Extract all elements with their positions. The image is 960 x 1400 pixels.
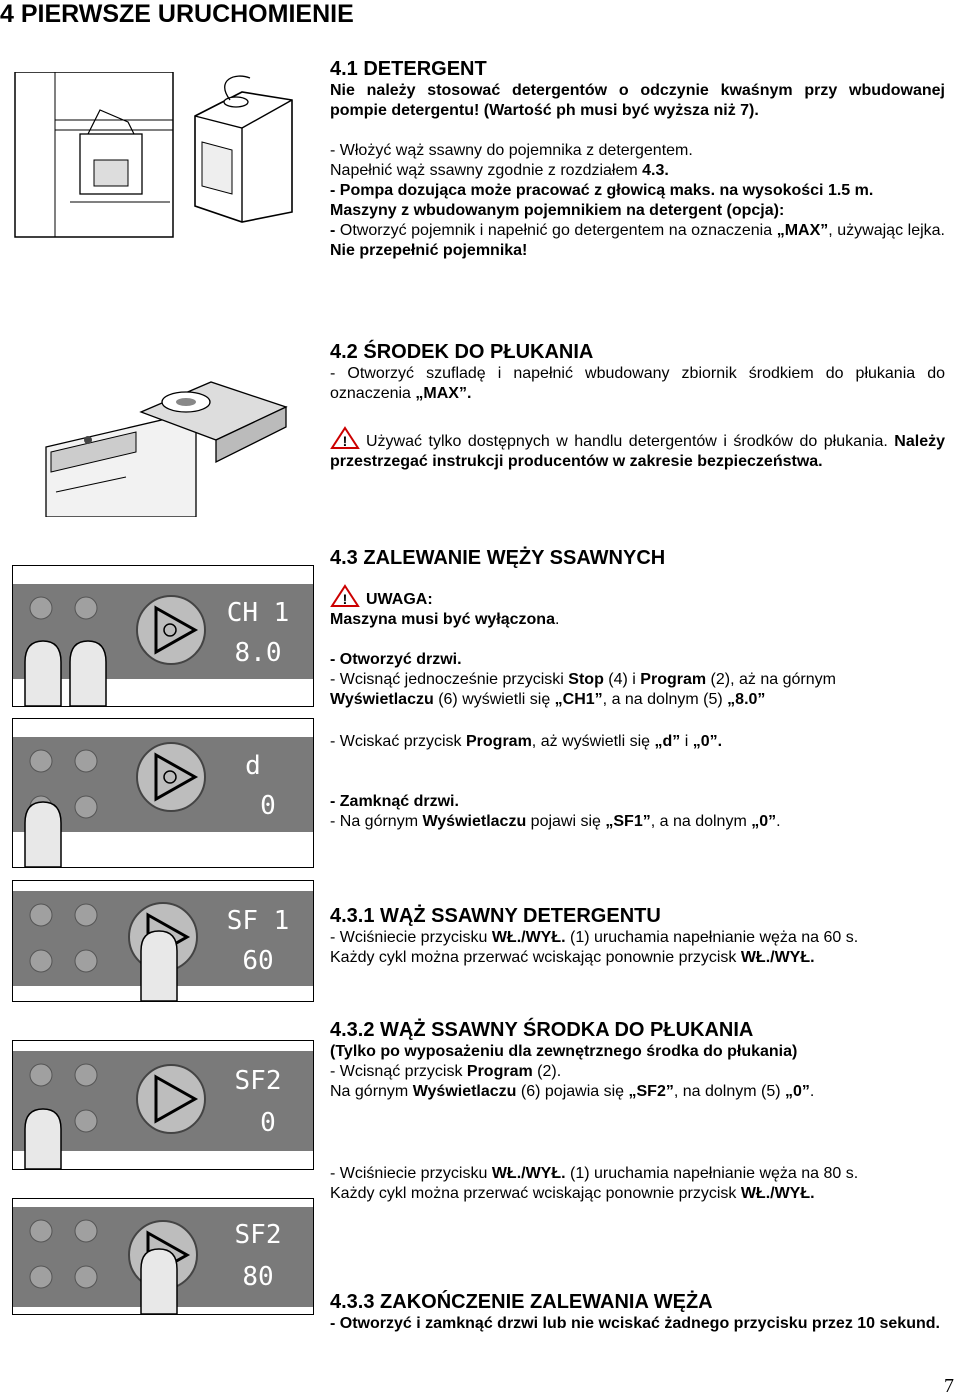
figure-rinse-aid-drawer: [36, 352, 296, 517]
panel-top-display: SF 1: [226, 906, 290, 936]
control-panel-figure-1: [12, 565, 314, 707]
page-title: 4 PIERWSZE URUCHOMIENIE: [0, 0, 354, 28]
panel-bottom-display: 60: [242, 946, 274, 976]
figure-detergent-container: [10, 72, 310, 244]
section-4-3: 4.3 ZALEWANIE WĘŻY SSAWNYCH ! UWAGA: Maszyna musi być wyłączona. - Otworzyć drzwi. - Wcisnąć jednocześnie przyciski Stop (4) i Program (2), aż na górnym Wyświetlaczu (6) wyświetli się „CH1”, a na dolnym (5) „8.0” - Wciskać przycisk Program, aż wyświetli się „d” i „0”. - Zamknąć drzwi. - Na górnym Wyświetlaczu pojawi się „SF1”, a na dolnym „0”.: [330, 546, 945, 832]
warning-icon: [330, 584, 360, 608]
panel-top-display: d: [245, 751, 261, 781]
control-panel-figure-2: [12, 718, 314, 868]
section-heading: 4.3.2 WĄŻ SSAWNY ŚRODKA DO PŁUKANIA: [330, 1019, 754, 1041]
section-4-2: 4.2 ŚRODEK DO PŁUKANIA - Otworzyć szufladę i napełnić wbudowany zbiornik środkiem do płukania do oznaczenia „MAX”. ! Używać tylko dostępnych w handlu detergentów i środków do płukania. Należy przestrzegać instrukcji producentów w zakresie bezpieczeństwa.: [330, 341, 945, 470]
detergent-canister-icon: [195, 76, 292, 222]
section-heading: 4.1 DETERGENT: [330, 58, 487, 80]
section-heading: 4.3.3 ZAKOŃCZENIE ZALEWANIA WĘŻA: [330, 1291, 713, 1313]
section-heading: 4.2 ŚRODEK DO PŁUKANIA: [330, 341, 594, 363]
panel-top-display: SF2: [234, 1220, 282, 1250]
section-heading: 4.3.1 WĄŻ SSAWNY DETERGENTU: [330, 905, 661, 927]
section-4-3-2: 4.3.2 WĄŻ SSAWNY ŚRODKA DO PŁUKANIA (Tylko po wyposażeniu dla zewnętrznego środka do płukania) - Wcisnąć przycisk Program (2). Na górnym Wyświetlaczu (6) pojawia się „SF2”, na dolnym (5) „0”. - Wciśniecie przycisku WŁ./WYŁ. (1) uruchamia napełnianie węża na 80 s. Każdy cykl można przerwać wciskając ponownie przycisk WŁ./WYŁ.: [330, 1018, 945, 1204]
panel-top-display: SF2: [234, 1066, 282, 1096]
control-panel-figure-5: [12, 1198, 314, 1315]
section-4-3-1: 4.3.1 WĄŻ SSAWNY DETERGENTU - Wciśniecie przycisku WŁ./WYŁ. (1) uruchamia napełnianie węża na 60 s. Każdy cykl można przerwać wciskając ponownie przycisk WŁ./WYŁ.: [330, 904, 945, 968]
panel-bottom-display: 8.0: [234, 638, 282, 668]
svg-text:!: !: [342, 591, 348, 607]
control-panel-figure-4: [12, 1040, 314, 1170]
warning-icon: [330, 426, 360, 450]
panel-bottom-display: 0: [260, 1108, 276, 1138]
section-4-1: 4.1 DETERGENT Nie należy stosować detergentów o odczynie kwaśnym przy wbudowanej pompie detergentu! (Wartość ph musi być wyższa niż 7). - Włożyć wąż ssawny do pojemnika z detergentem. Napełnić wąż ssawny zgodnie z rozdziałem 4.3. - Pompa dozująca może pracować z głowicą maks. na wysokości 1.5 m. Maszyny z wbudowanym pojemnikiem na detergent (opcja): - Otworzyć pojemnik i napełnić go detergentem na oznaczenia „MAX”, używając lejka. Nie przepełnić pojemnika!: [330, 58, 946, 259]
page-number: 7: [944, 1375, 954, 1397]
section-heading: 4.3 ZALEWANIE WĘŻY SSAWNYCH: [330, 547, 666, 569]
panel-bottom-display: 80: [242, 1262, 274, 1292]
svg-text:!: !: [342, 433, 348, 449]
control-panel-figure-3: [12, 880, 314, 1002]
panel-bottom-display: 0: [260, 791, 276, 821]
section-4-3-3: 4.3.3 ZAKOŃCZENIE ZALEWANIA WĘŻA - Otworzyć i zamknąć drzwi lub nie wciskać żadnego przycisku przez 10 sekund.: [330, 1290, 945, 1334]
panel-top-display: CH 1: [226, 598, 290, 628]
